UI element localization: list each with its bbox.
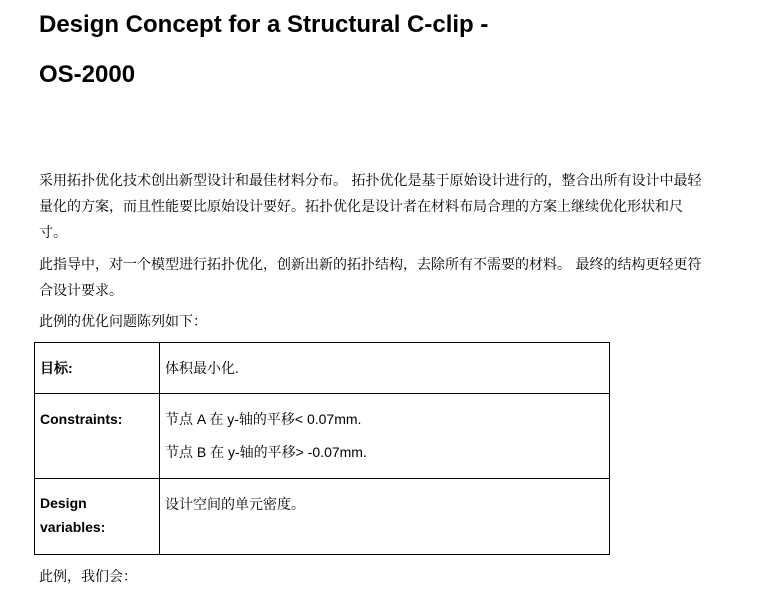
constraints-label-cell [35, 394, 160, 479]
objective-label-cell [35, 343, 160, 394]
problem-intro-paragraph: 此例的优化问题陈列如下： [39, 314, 207, 330]
design-variables-label-line1: Design [40, 495, 87, 511]
design-variables-label-line2: variables: [40, 519, 106, 535]
constraint-node-a: 节点 A 在 y-轴的平移< 0.07mm. [165, 411, 362, 427]
constraints-label: Constraints: [40, 411, 123, 427]
document-title: Design Concept for a Structural C-clip - [39, 11, 489, 38]
document-title-continued: OS-2000 [39, 61, 136, 88]
optimization-problem-table [34, 342, 610, 555]
intro-paragraph: 采用拓扑优化技术创出新型设计和最佳材料分布。 拓扑优化是基于原始设计进行的，整合出所有设计中最轻量化的方案，而且性能要比原始设计要好。拓扑优化是设计者在材料布局合理的方案上继续优化形状和尺寸。 [39, 173, 702, 241]
closing-paragraph: 此例，我们会： [39, 569, 137, 585]
table-row-constraints [35, 394, 610, 479]
objective-label: 目标: [40, 360, 73, 376]
design-variables-value-cell [160, 479, 610, 555]
objective-value: 体积最小化. [165, 360, 239, 376]
guide-paragraph: 此指导中，对一个模型进行拓扑优化，创新出新的拓扑结构，去除所有不需要的材料。 最终的结构更轻更符合设计要求。 [39, 257, 702, 299]
design-variables-value: 设计空间的单元密度。 [165, 496, 305, 512]
design-variables-label-cell [35, 479, 160, 555]
constraint-node-b: 节点 B 在 y-轴的平移> -0.07mm. [165, 444, 367, 460]
table-row-objective [35, 343, 610, 394]
table-row-design-variables [35, 479, 610, 555]
constraints-value-cell [160, 394, 610, 479]
objective-value-cell [160, 343, 610, 394]
